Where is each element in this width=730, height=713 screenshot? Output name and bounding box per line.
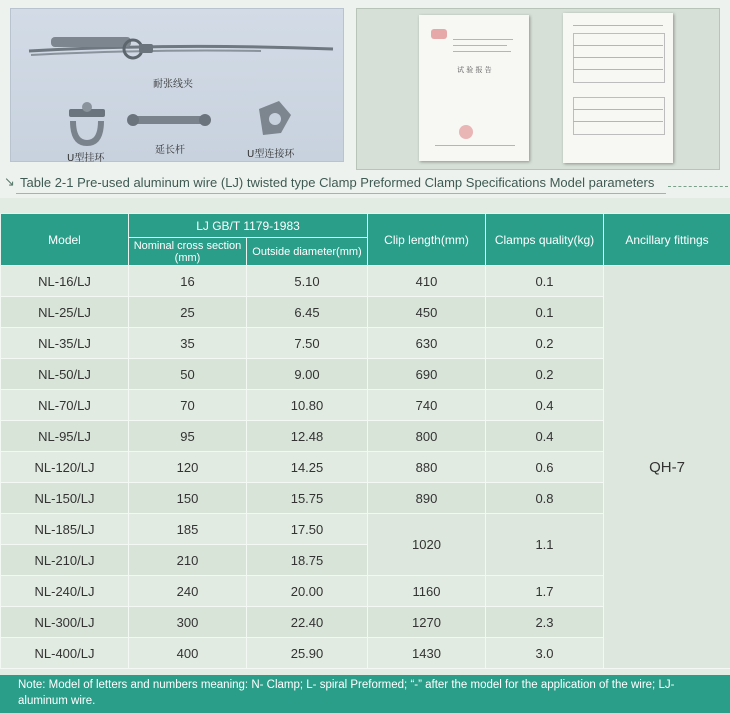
cell-model: NL-400/LJ xyxy=(1,638,129,669)
caption-tension-clamp: 耐张线夹 xyxy=(153,79,193,90)
cell-quality: 0.4 xyxy=(486,421,604,452)
cell-diameter: 25.90 xyxy=(247,638,368,669)
cell-section: 95 xyxy=(129,421,247,452)
cell-quality: 0.8 xyxy=(486,483,604,514)
cell-diameter: 6.45 xyxy=(247,297,368,328)
title-underline xyxy=(16,193,666,194)
cell-section: 300 xyxy=(129,607,247,638)
cell-quality: 2.3 xyxy=(486,607,604,638)
cell-model: NL-150/LJ xyxy=(1,483,129,514)
cell-section: 35 xyxy=(129,328,247,359)
cell-section: 120 xyxy=(129,452,247,483)
cell-model: NL-16/LJ xyxy=(1,266,129,297)
cell-section: 50 xyxy=(129,359,247,390)
cell-quality: 1.1 xyxy=(486,514,604,576)
cell-model: NL-120/LJ xyxy=(1,452,129,483)
cell-model: NL-50/LJ xyxy=(1,359,129,390)
spec-table xyxy=(0,213,730,669)
cell-diameter: 22.40 xyxy=(247,607,368,638)
cell-quality: 0.4 xyxy=(486,390,604,421)
cell-diameter: 7.50 xyxy=(247,328,368,359)
header-ancillary: Ancillary fittings xyxy=(604,214,730,266)
cell-diameter: 10.80 xyxy=(247,390,368,421)
cell-clip: 880 xyxy=(368,452,486,483)
cell-clip: 410 xyxy=(368,266,486,297)
cell-diameter: 12.48 xyxy=(247,421,368,452)
cell-clip: 450 xyxy=(368,297,486,328)
cell-quality: 3.0 xyxy=(486,638,604,669)
cell-clip: 1270 xyxy=(368,607,486,638)
header-outside-diameter: Outside diameter(mm) xyxy=(247,238,368,266)
cell-quality: 0.6 xyxy=(486,452,604,483)
cell-quality: 0.2 xyxy=(486,328,604,359)
cell-quality: 0.1 xyxy=(486,266,604,297)
header-images xyxy=(0,0,730,172)
cell-model: NL-185/LJ xyxy=(1,514,129,545)
arrow-icon: ↘ xyxy=(4,174,15,189)
cell-diameter: 5.10 xyxy=(247,266,368,297)
cell-clip: 630 xyxy=(368,328,486,359)
cell-clip: 890 xyxy=(368,483,486,514)
caption-u-connector: U型连接环 xyxy=(247,149,295,160)
cell-clip: 740 xyxy=(368,390,486,421)
cell-clip: 1020 xyxy=(368,514,486,576)
cell-ancillary: QH-7 xyxy=(604,266,730,669)
cell-model: NL-95/LJ xyxy=(1,421,129,452)
report-cover xyxy=(419,15,529,161)
cell-section: 210 xyxy=(129,545,247,576)
cell-diameter: 14.25 xyxy=(247,452,368,483)
cell-quality: 0.1 xyxy=(486,297,604,328)
table-caption xyxy=(0,172,730,198)
cell-model: NL-25/LJ xyxy=(1,297,129,328)
product-photo xyxy=(10,8,344,162)
cell-model: NL-300/LJ xyxy=(1,607,129,638)
cell-model: NL-70/LJ xyxy=(1,390,129,421)
report-title: 试 验 报 告 xyxy=(457,66,492,74)
cell-diameter: 9.00 xyxy=(247,359,368,390)
table-row xyxy=(1,266,730,297)
test-report-photo xyxy=(356,8,720,170)
cell-diameter: 15.75 xyxy=(247,483,368,514)
cell-section: 70 xyxy=(129,390,247,421)
cell-section: 185 xyxy=(129,514,247,545)
cell-clip: 800 xyxy=(368,421,486,452)
report-page xyxy=(563,13,673,163)
cell-diameter: 17.50 xyxy=(247,514,368,545)
table-title: Table 2-1 Pre-used aluminum wire (LJ) twisted type Clamp Preformed Clamp Specifications Model parameters xyxy=(20,175,655,190)
cell-diameter: 18.75 xyxy=(247,545,368,576)
caption-u-ring: U型挂环 xyxy=(67,153,105,164)
footnote: Note: Model of letters and numbers meaning: N- Clamp; L- spiral Preformed; “-” after the model for the application of the wire; LJ- aluminum wire. xyxy=(0,675,730,713)
header-standard: LJ GB/T 1179-1983 xyxy=(129,214,368,238)
cell-section: 400 xyxy=(129,638,247,669)
cell-section: 150 xyxy=(129,483,247,514)
cell-clip: 690 xyxy=(368,359,486,390)
cell-section: 25 xyxy=(129,297,247,328)
header-quality: Clamps quality(kg) xyxy=(486,214,604,266)
cell-section: 240 xyxy=(129,576,247,607)
cell-model: NL-240/LJ xyxy=(1,576,129,607)
header-model: Model xyxy=(1,214,129,266)
caption-extension-rod: 延长杆 xyxy=(155,145,185,156)
title-divider xyxy=(668,186,728,187)
cell-model: NL-35/LJ xyxy=(1,328,129,359)
cell-quality: 0.2 xyxy=(486,359,604,390)
header-clip-length: Clip length(mm) xyxy=(368,214,486,266)
cell-section: 16 xyxy=(129,266,247,297)
cell-clip: 1160 xyxy=(368,576,486,607)
header-cross-section: Nominal cross section (mm) xyxy=(129,238,247,266)
cell-quality: 1.7 xyxy=(486,576,604,607)
cell-diameter: 20.00 xyxy=(247,576,368,607)
spec-table-container xyxy=(0,213,730,675)
cell-clip: 1430 xyxy=(368,638,486,669)
cell-model: NL-210/LJ xyxy=(1,545,129,576)
